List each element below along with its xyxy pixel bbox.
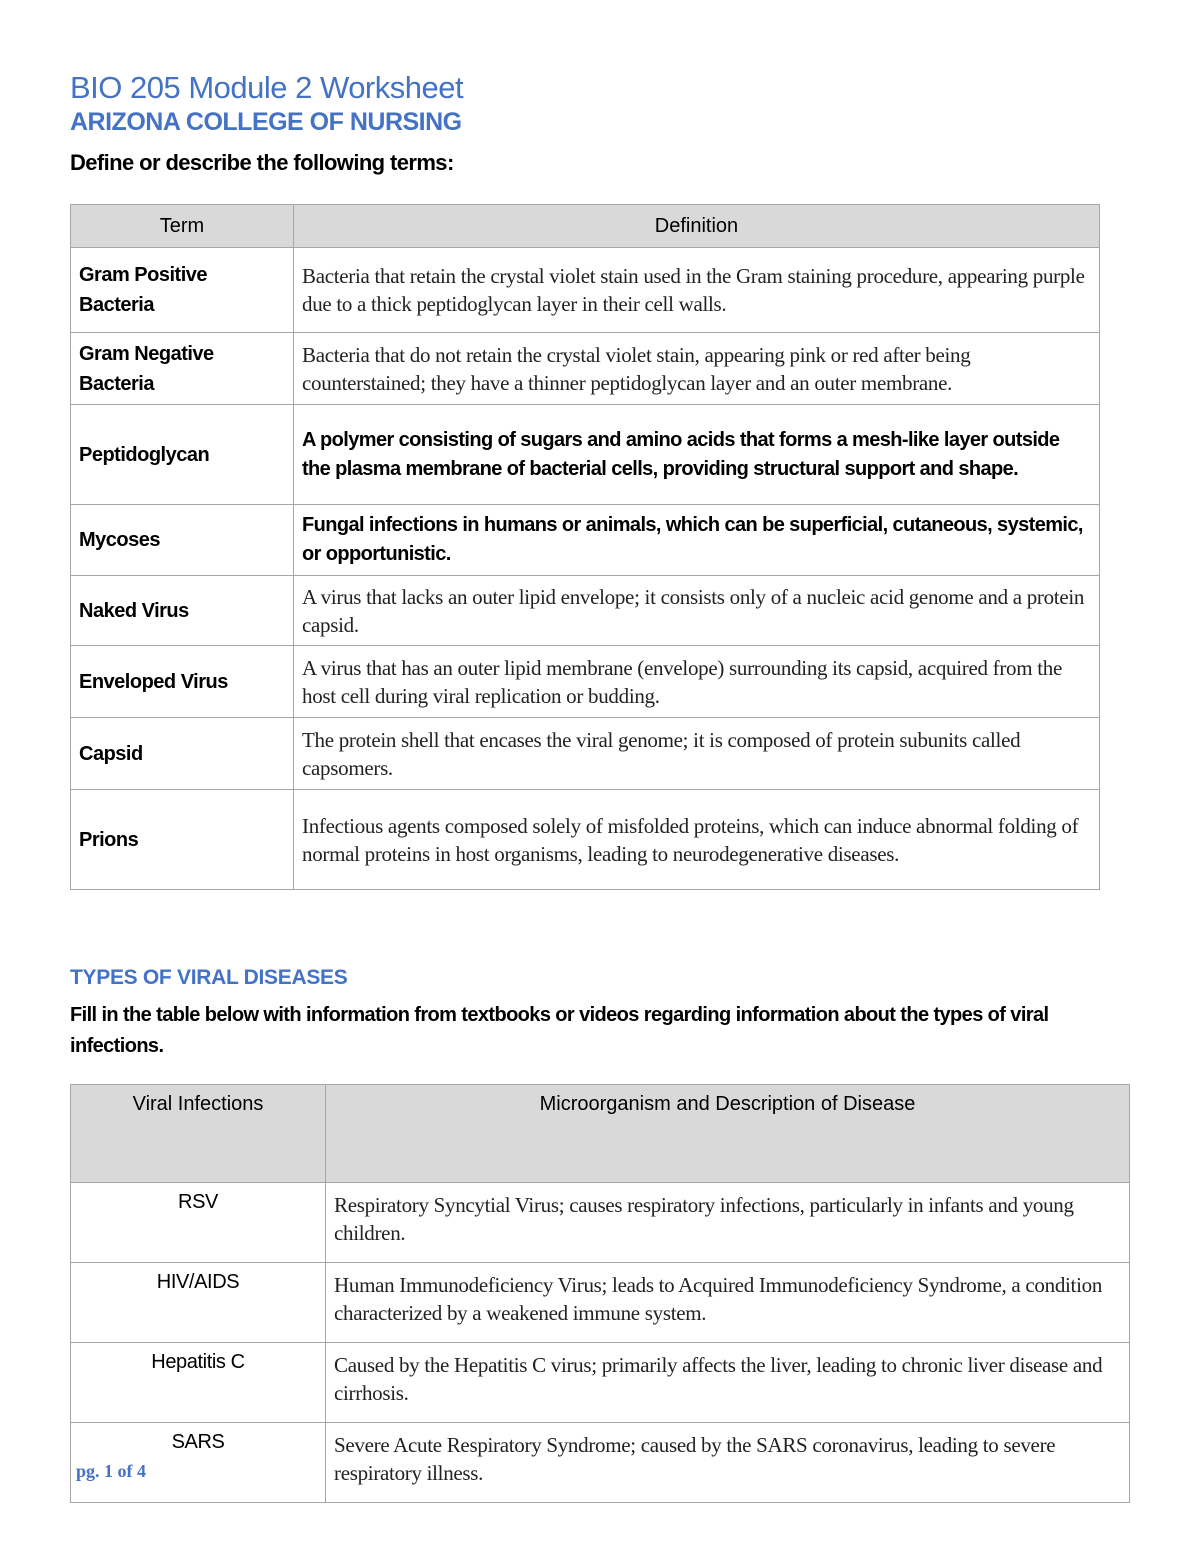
table-row bbox=[71, 718, 1100, 790]
table-row bbox=[71, 1423, 1130, 1503]
term-cell: Peptidoglycan bbox=[71, 405, 294, 505]
infection-cell: Hepatitis C bbox=[71, 1343, 326, 1423]
infection-cell: HIV/AIDS bbox=[71, 1263, 326, 1343]
definition-cell: A virus that lacks an outer lipid envelope; it consists only of a nucleic acid genome and a protein capsid. bbox=[294, 576, 1100, 646]
column-header-term: Term bbox=[71, 205, 294, 248]
table-row bbox=[71, 790, 1100, 890]
column-header-definition: Definition bbox=[294, 205, 1100, 248]
page-number: pg. 1 of 4 bbox=[76, 1461, 147, 1481]
table-row bbox=[71, 646, 1100, 718]
terms-table bbox=[70, 204, 1100, 890]
definition-cell: The protein shell that encases the viral genome; it is composed of protein subunits called capsomers. bbox=[294, 718, 1100, 790]
term-cell: Gram Positive Bacteria bbox=[71, 248, 294, 333]
table-row bbox=[71, 1183, 1130, 1263]
column-header-description: Microorganism and Description of Disease bbox=[326, 1085, 1130, 1183]
table-row bbox=[71, 248, 1100, 333]
definition-cell: Infectious agents composed solely of misfolded proteins, which can induce abnormal folding of normal proteins in host organisms, leading to neurodegenerative diseases. bbox=[294, 790, 1100, 890]
organization-name: ARIZONA COLLEGE OF NURSING bbox=[70, 108, 462, 136]
term-cell: Prions bbox=[71, 790, 294, 890]
definition-cell: Fungal infections in humans or animals, which can be superficial, cutaneous, systemic, or opportunistic. bbox=[294, 505, 1100, 576]
document-title: BIO 205 Module 2 Worksheet bbox=[70, 70, 464, 105]
table-row bbox=[71, 1263, 1130, 1343]
description-cell: Severe Acute Respiratory Syndrome; caused by the SARS coronavirus, leading to severe respiratory illness. bbox=[326, 1423, 1130, 1503]
terms-instruction: Define or describe the following terms: bbox=[70, 150, 454, 175]
definition-cell: Bacteria that do not retain the crystal violet stain, appearing pink or red after being counterstained; they have a thinner peptidoglycan layer and an outer membrane. bbox=[294, 333, 1100, 405]
table-row bbox=[71, 333, 1100, 405]
infection-cell: RSV bbox=[71, 1183, 326, 1263]
table-header-row bbox=[71, 1085, 1130, 1183]
term-cell: Naked Virus bbox=[71, 576, 294, 646]
term-cell: Capsid bbox=[71, 718, 294, 790]
viral-instruction: Fill in the table below with information from textbooks or videos regarding information about the types of viral infections. bbox=[70, 1004, 1049, 1057]
column-header-viral-infections: Viral Infections bbox=[71, 1085, 326, 1183]
description-cell: Caused by the Hepatitis C virus; primarily affects the liver, leading to chronic liver disease and cirrhosis. bbox=[326, 1343, 1130, 1423]
table-row bbox=[71, 1343, 1130, 1423]
infection-cell: SARS bbox=[71, 1423, 326, 1503]
description-cell: Human Immunodeficiency Virus; leads to Acquired Immunodeficiency Syndrome, a condition characterized by a weakened immune system. bbox=[326, 1263, 1130, 1343]
term-cell: Gram Negative Bacteria bbox=[71, 333, 294, 405]
table-row bbox=[71, 505, 1100, 576]
description-cell: Respiratory Syncytial Virus; causes respiratory infections, particularly in infants and young children. bbox=[326, 1183, 1130, 1263]
term-cell: Mycoses bbox=[71, 505, 294, 576]
section-heading: TYPES OF VIRAL DISEASES bbox=[70, 966, 348, 989]
definition-cell: Bacteria that retain the crystal violet stain used in the Gram staining procedure, appearing purple due to a thick peptidoglycan layer in their cell walls. bbox=[294, 248, 1100, 333]
table-row bbox=[71, 405, 1100, 505]
table-header-row bbox=[71, 205, 1100, 248]
table-row bbox=[71, 576, 1100, 646]
term-cell: Enveloped Virus bbox=[71, 646, 294, 718]
definition-cell: A virus that has an outer lipid membrane (envelope) surrounding its capsid, acquired from the host cell during viral replication or budding. bbox=[294, 646, 1100, 718]
definition-cell: A polymer consisting of sugars and amino acids that forms a mesh-like layer outside the plasma membrane of bacterial cells, providing structural support and shape. bbox=[294, 405, 1100, 505]
viral-infections-table bbox=[70, 1084, 1130, 1503]
